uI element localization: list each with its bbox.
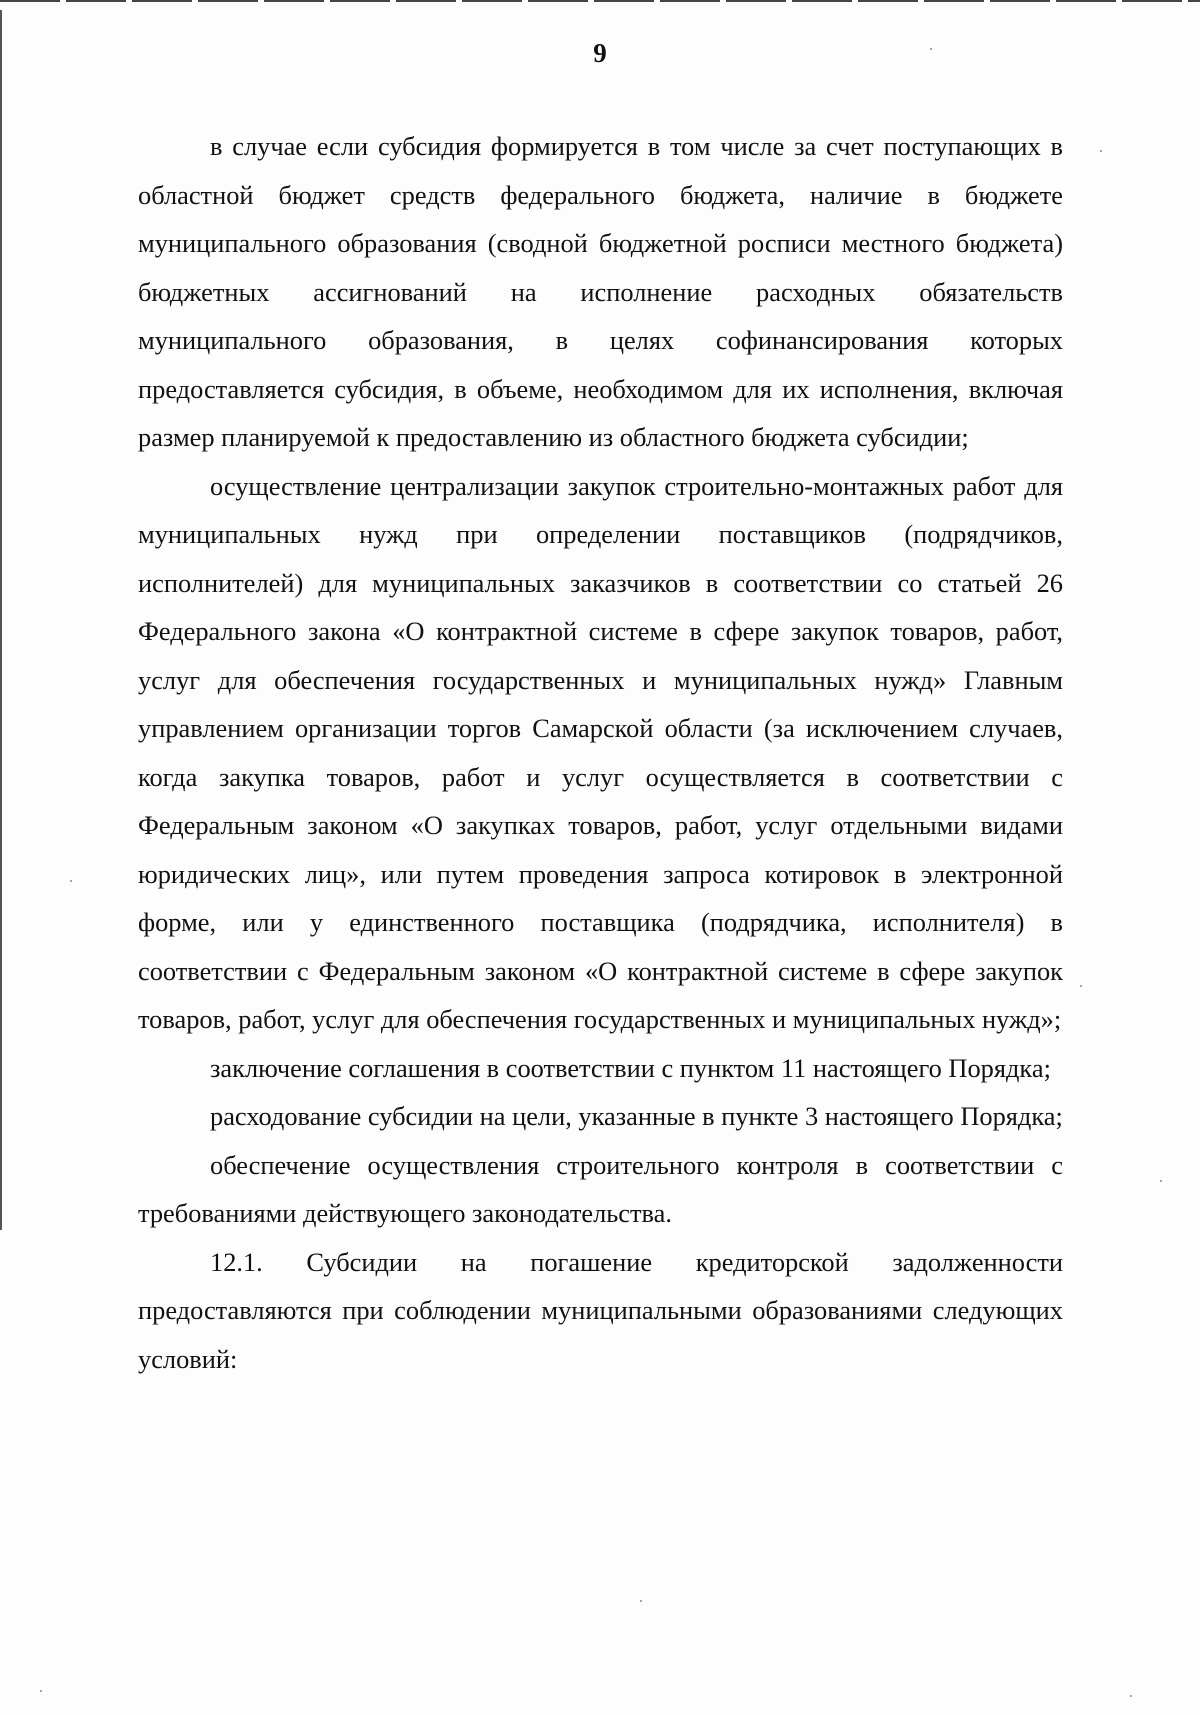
page-number: 9 (593, 38, 607, 68)
scan-speck (1100, 150, 1102, 152)
document-body (138, 122, 1063, 1383)
scan-speck (930, 48, 932, 50)
scan-speck (70, 880, 72, 882)
scan-top-border (0, 0, 1200, 2)
scan-speck (640, 1600, 642, 1602)
scan-speck (1080, 985, 1082, 987)
scan-speck (1130, 1695, 1132, 1697)
paragraph-procurement-centralization: осуществление централизации закупок строительно-монтажных работ для муниципальных нужд при определении поставщиков (подрядчиков, исполнителей) для муниципальных заказчиков в соответствии со статьей 26 Федерального закона «О контрактной системе в сфере закупок товаров, работ, услуг для обеспечения государственных и муниципальных нужд» Главным управлением организации торгов Самарской области (за исключением случаев, когда закупка товаров, работ и услуг осуществляется в соответствии с Федеральным законом «О закупках товаров, работ, услуг отдельными видами юридических лиц», или путем проведения запроса котировок в электронной форме, или у единственного поставщика (подрядчика, исполнителя) в соответствии с Федеральным законом «О контрактной системе в сфере закупок товаров, работ, услуг для обеспечения государственных и муниципальных нужд»; (138, 470, 1063, 1034)
paragraph-subsidy-federal-budget: в случае если субсидия формируется в том числе за счет поступающих в областной бюджет средств федерального бюджета, наличие в бюджете муниципального образования (сводной бюджетной росписи местного бюджета) бюджетных ассигнований на исполнение расходных обязательств муниципального образования, в целях софинансирования которых предоставляется субсидия, в объеме, необходимом для их исполнения, включая размер планируемой к предоставлению из областного бюджета субсидии; (138, 131, 1063, 452)
paragraph-agreement: заключение соглашения в соответствии с пунктом 11 настоящего Порядка; (210, 1052, 1051, 1083)
paragraph-construction-control: обеспечение осуществления строительного контроля в соответствии с требованиями действующего законодательства. (138, 1149, 1063, 1228)
paragraph-spending-purpose: расходование субсидии на цели, указанные в пункте 3 настоящего Порядка; (210, 1101, 1063, 1131)
scan-speck (40, 1690, 42, 1692)
scan-left-edge (0, 10, 2, 1230)
paragraph-12-1: 12.1. Субсидии на погашение кредиторской задолженности предоставляются при соблюдении муниципальными образованиями следующих условий: (138, 1246, 1063, 1374)
scan-speck (1160, 1180, 1162, 1182)
